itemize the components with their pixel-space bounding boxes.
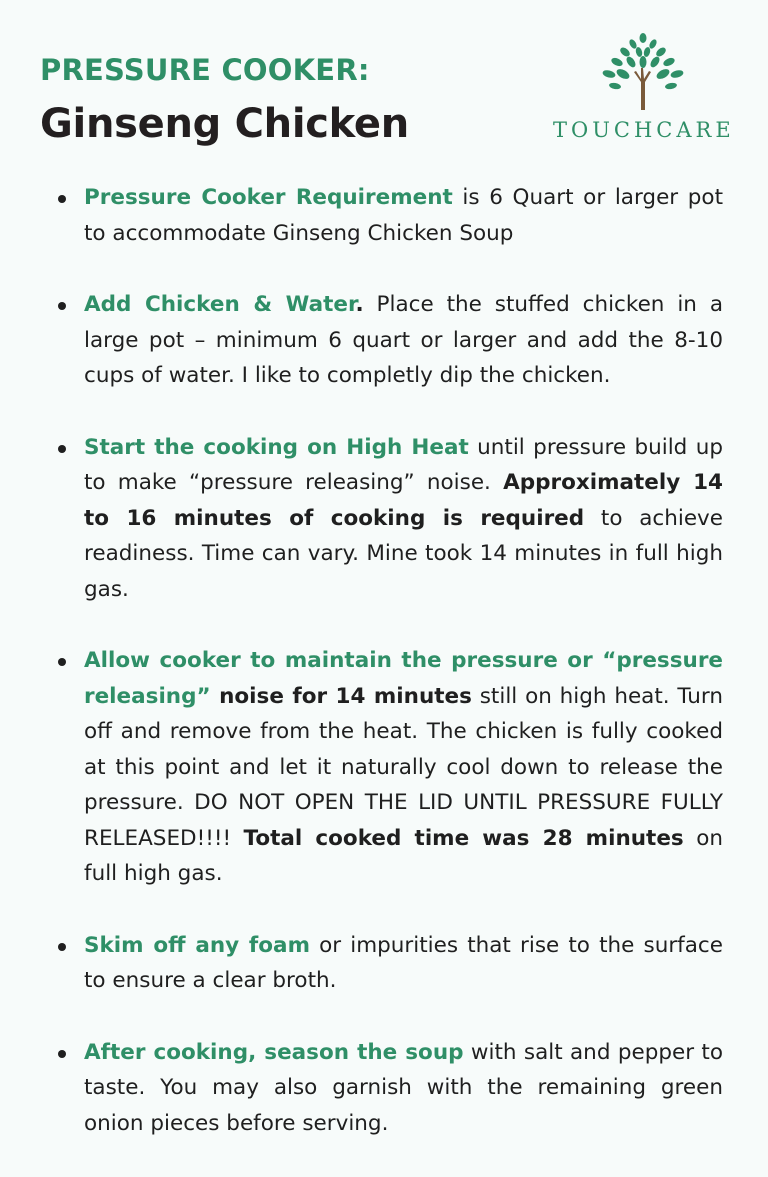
step-text: with salt and pepper to taste. You may also garnish with the remaining green onion pieces before serving.	[84, 1039, 724, 1136]
list-item	[58, 643, 723, 892]
step-heading: Allow cooker to maintain the pressure or “pressure releasing”	[84, 648, 723, 709]
step-heading: Add Chicken & Water	[84, 292, 356, 317]
bullet-icon	[58, 658, 66, 666]
step-text: or impurities that rise to the surface to ensure a clear broth.	[84, 932, 723, 993]
step-heading: Start the cooking on High Heat	[84, 434, 469, 460]
step-heading: After cooking, season the soup	[84, 1039, 464, 1065]
tree-icon	[595, 32, 691, 112]
page-header	[40, 50, 409, 150]
bullet-icon	[58, 195, 66, 203]
step-heading: Pressure Cooker Requirement	[84, 185, 453, 210]
step-bold-text: Approximately 14 to 16 minutes of cooking is required	[84, 470, 723, 531]
step-bold-text: noise for 14 minutes	[210, 683, 472, 709]
step-text: until pressure build up to make “pressure releasing” noise.	[84, 434, 724, 495]
step-heading-end: .	[355, 292, 364, 317]
list-item	[58, 287, 723, 394]
list-item	[58, 928, 723, 999]
step-heading: Skim off any foam	[84, 932, 310, 958]
bullet-icon	[58, 302, 66, 310]
brand-name: TOUCHCARE	[553, 118, 735, 142]
step-bold-text: Total cooked time was 28 minutes	[243, 825, 684, 851]
page-title: Ginseng Chicken	[40, 101, 409, 147]
step-text: is 6 Quart or larger pot to accommodate Ginseng Chicken Soup	[84, 185, 724, 246]
brand-logo	[553, 32, 733, 150]
bullet-icon	[58, 445, 66, 453]
instruction-list	[58, 180, 723, 1177]
bullet-icon	[58, 1050, 66, 1058]
list-item	[58, 430, 723, 608]
step-text: still on high heat. Turn off and remove from the heat. The chicken is fully cooked at this point and let it naturally cool down to release the pressure. DO NOT OPEN THE LID UNTIL PRESSURE FULLY RELEASED!!!!	[84, 683, 723, 851]
list-item	[58, 180, 723, 251]
page-subtitle: PRESSURE COOKER:	[40, 53, 370, 87]
list-item	[58, 1035, 723, 1142]
step-text: on full high gas.	[84, 825, 723, 886]
step-text: Place the stuffed chicken in a large pot – minimum 6 quart or larger and add the 8-10 cups of water. I like to completly dip the chicken.	[84, 292, 723, 388]
bullet-icon	[58, 943, 66, 951]
step-text: to achieve readiness. Time can vary. Mine took 14 minutes in full high gas.	[84, 505, 724, 602]
